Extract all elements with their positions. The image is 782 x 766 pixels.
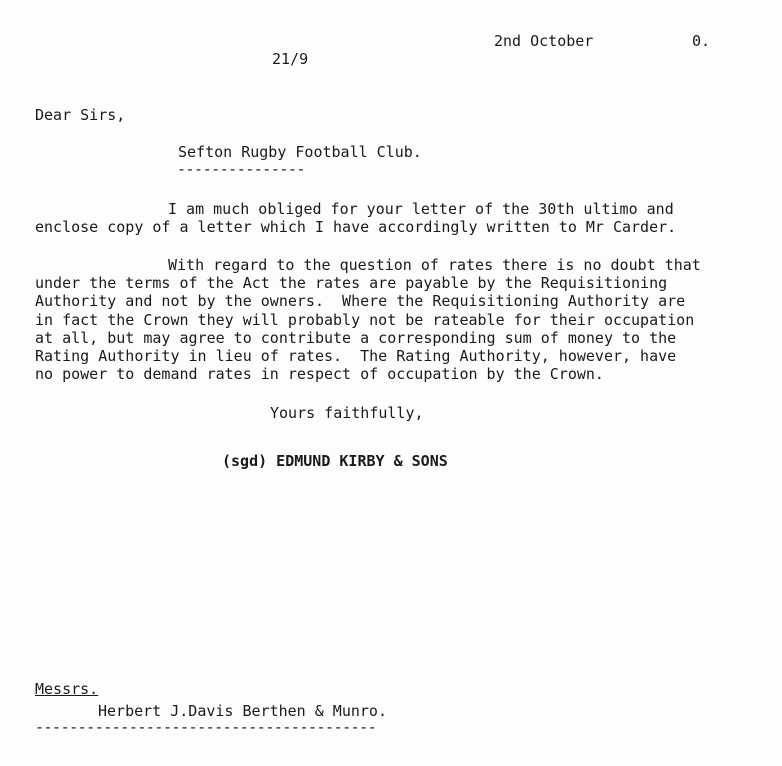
recipient-underline: ---------------------------------------- xyxy=(35,718,377,736)
recipient-name: Herbert J.Davis Berthen & Munro. xyxy=(98,702,387,720)
paragraph-2-line: Rating Authority in lieu of rates. The Rating Authority, however, have xyxy=(35,347,677,366)
paragraph-2-line: under the terms of the Act the rates are payable by the Requisitioning xyxy=(35,274,668,293)
subject-underline: --------------- xyxy=(177,160,305,178)
subject-line: Sefton Rugby Football Club. xyxy=(178,143,422,161)
paragraph-2-line: With regard to the question of rates there is no doubt that xyxy=(168,256,701,274)
letter-reference: 21/9 xyxy=(272,50,309,68)
paragraph-2-line: at all, but may agree to contribute a corresponding sum of money to the xyxy=(35,328,677,347)
paragraph-2 xyxy=(35,256,775,383)
paragraph-2-line: no power to demand rates in respect of occupation by the Crown. xyxy=(35,365,604,384)
paragraph-2-line: Authority and not by the owners. Where the Requisitioning Authority are xyxy=(35,292,686,311)
recipient-label: Messrs. xyxy=(35,680,99,698)
paragraph-1-line: enclose copy of a letter which I have accordingly written to Mr Carder. xyxy=(35,218,677,237)
paragraph-1-line: I am much obliged for your letter of the 30th ultimo and xyxy=(168,200,674,218)
salutation: Dear Sirs, xyxy=(35,106,126,124)
paragraph-1 xyxy=(35,200,775,236)
closing: Yours faithfully, xyxy=(270,404,424,422)
letter-year-fragment: 0. xyxy=(692,32,711,50)
paragraph-2-line: in fact the Crown they will probably not be rateable for their occupation xyxy=(35,310,695,329)
signature: (sgd) EDMUND KIRBY & SONS xyxy=(222,452,448,470)
letter-date: 2nd October xyxy=(494,32,594,50)
